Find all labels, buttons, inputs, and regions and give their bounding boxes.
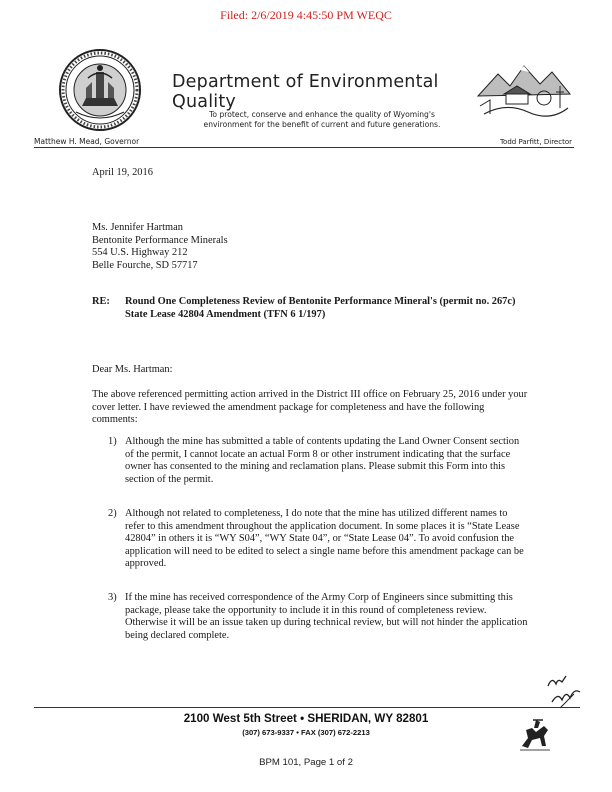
handwritten-initials-icon — [544, 672, 584, 712]
header-divider — [34, 147, 574, 148]
subject-text: Round One Completeness Review of Bentonite Performance Mineral's (permit no. 267c) State Lease 42804 Amendment (TFN 6 1/197) — [125, 296, 516, 320]
director-name: Todd Parfitt, Director — [499, 138, 572, 146]
list-number: 2) — [108, 508, 117, 519]
mountain-landscape-icon — [476, 56, 572, 120]
footer-divider — [34, 707, 580, 708]
address-line: 554 U.S. Highway 212 — [92, 247, 188, 259]
great-seal-of-wyoming-icon — [58, 48, 142, 132]
list-number: 1) — [108, 436, 117, 447]
list-text: Although the mine has submitted a table of contents updating the Land Owner Consent section of the permit, I cannot locate an actual Form 8 or other instrument indicating that the surface owner has consented to the mining and reclamation plans. Please submit this Form into this section of the permit. — [125, 436, 520, 485]
list-text: If the mine has received correspondence of the Army Corp of Engineers since submitting this package, please take the opportunity to include it in this round of completeness review. Otherwise it will be an issue taken up during technical review, but will not hinder the application being declared complete. — [125, 592, 528, 641]
page-number: BPM 101, Page 1 of 2 — [259, 757, 353, 768]
address-line: Bentonite Performance Minerals — [92, 234, 228, 246]
recipient-address — [92, 222, 528, 272]
intro-paragraph: The above referenced permitting action arrived in the District III office on February 25, 2016 under your cover letter. I have reviewed the amendment package for completeness and have the following comments: — [92, 389, 528, 426]
list-text: Although not related to completeness, I do note that the mine has utilized different names to refer to this amendment throughout the application document. In some places it is “State Lease 42804” in others it is “WY S04”, “WY State 04”, or “State Lease 04”. To avoid confusion the application will need to be edited to select a single name before this amendment package can be approved. — [125, 508, 524, 570]
footer-phone: (307) 673-9337 • FAX (307) 672-2213 — [242, 728, 370, 737]
address-line: Belle Fourche, SD 57717 — [92, 259, 198, 271]
department-title: Department of Environmental Quality — [172, 72, 439, 112]
governor-name: Matthew H. Mead, Governor — [34, 137, 140, 146]
salutation: Dear Ms. Hartman: — [92, 364, 173, 375]
bucking-horse-rider-icon — [518, 716, 552, 752]
agency-tagline — [172, 110, 472, 130]
tagline-line: To protect, conserve and enhance the quality of Wyoming's — [209, 110, 435, 119]
address-line: Ms. Jennifer Hartman — [92, 222, 183, 233]
letter-date: April 19, 2016 — [92, 167, 153, 178]
filed-stamp: Filed: 2/6/2019 4:45:50 PM WEQC — [220, 8, 392, 22]
tagline-line: environment for the benefit of current and future generations. — [203, 120, 441, 129]
footer-address: 2100 West 5th Street • SHERIDAN, WY 82801 — [183, 712, 429, 725]
subject-label: RE: — [92, 296, 110, 307]
list-number: 3) — [108, 592, 117, 603]
